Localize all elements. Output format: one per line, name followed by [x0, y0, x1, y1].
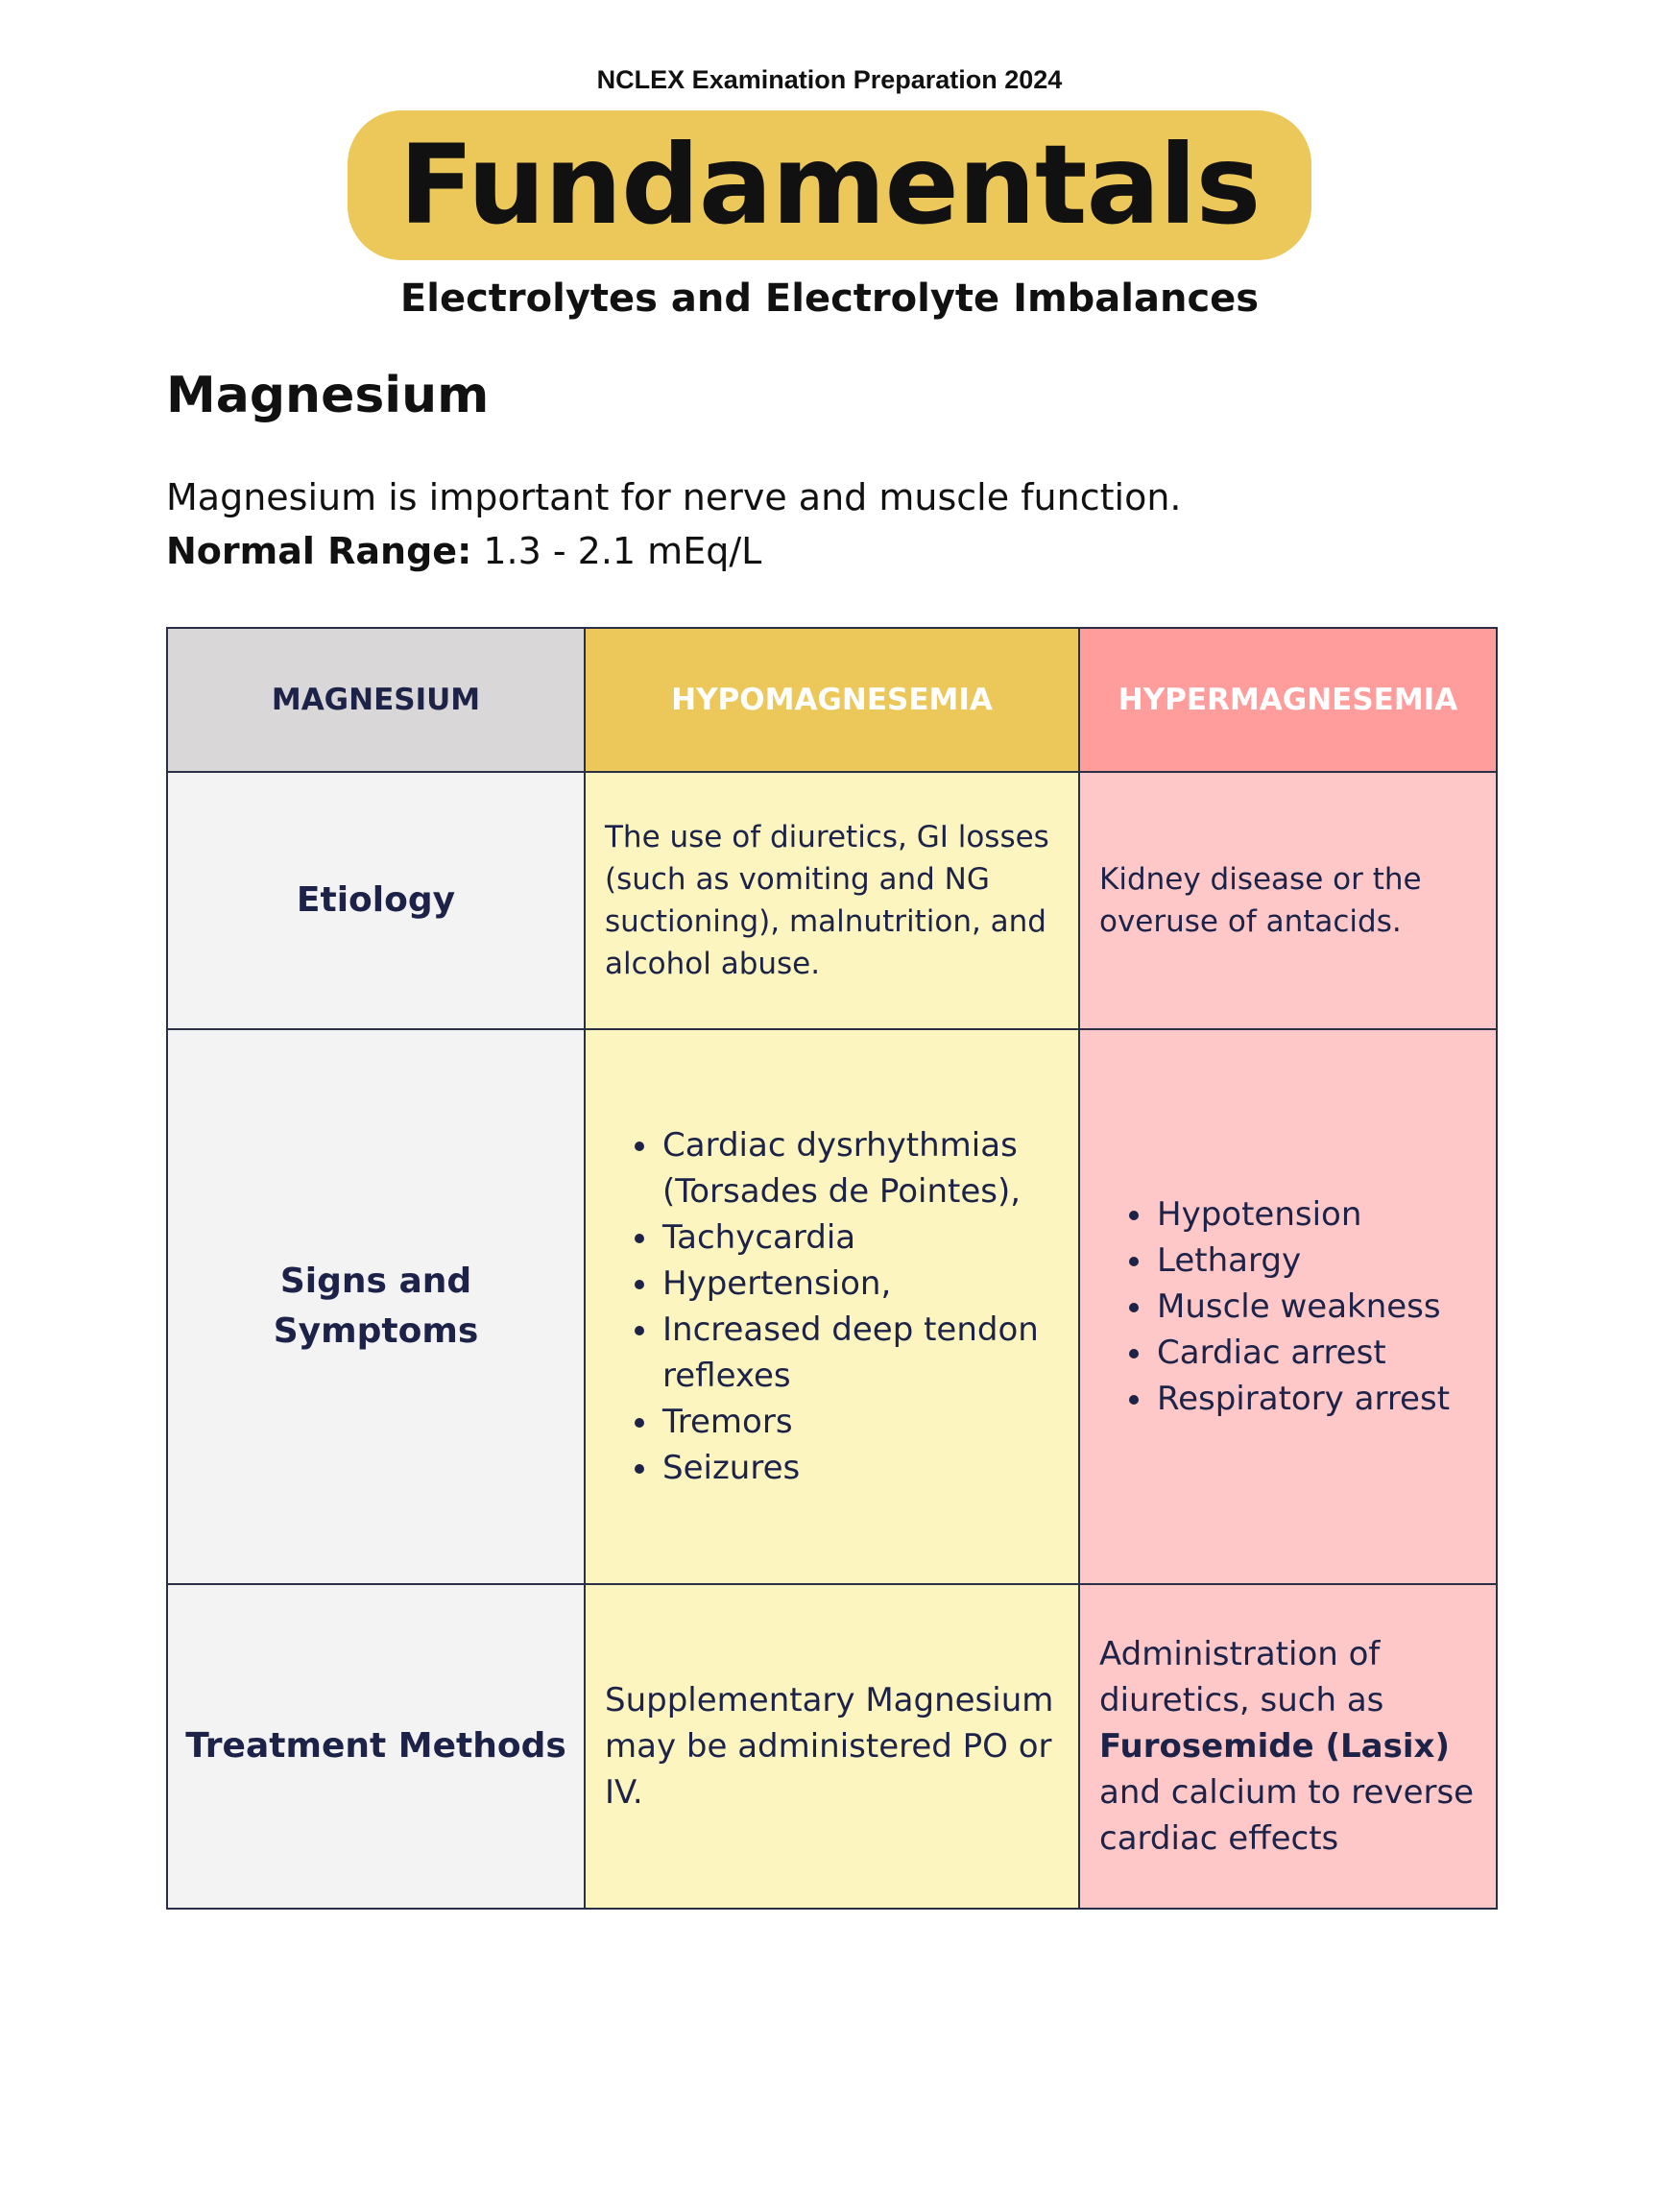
etiology-hypo-cell: The use of diuretics, GI losses (such as vomiting and NG suctioning), malnutrition, and alcohol abuse.	[585, 772, 1079, 1029]
list-item: • Lethargy	[1155, 1238, 1486, 1284]
list-item: • Respiratory arrest	[1155, 1376, 1486, 1422]
section-description: Magnesium is important for nerve and muscle function.	[166, 476, 1182, 518]
signs-hypo-cell	[585, 1029, 1079, 1584]
header-magnesium: MAGNESIUM	[167, 628, 585, 772]
etiology-hyper-cell: Kidney disease or the overuse of antacids.	[1079, 772, 1497, 1029]
table-header-row	[167, 628, 1497, 772]
header-hypermagnesemia: HYPERMAGNESEMIA	[1079, 628, 1497, 772]
list-item: • Increased deep tendon reflexes	[661, 1307, 1069, 1399]
table-row-treatment	[167, 1584, 1497, 1909]
normal-range	[166, 524, 1182, 578]
list-item: • Cardiac dysrhythmias (Torsades de Pointes),	[661, 1122, 1069, 1214]
header-hypomagnesemia: HYPOMAGNESEMIA	[585, 628, 1079, 772]
list-item: • Hypotension	[1155, 1191, 1486, 1238]
signs-hyper-cell	[1079, 1029, 1497, 1584]
signs-hyper-list	[1080, 1191, 1496, 1422]
list-item: • Seizures	[661, 1445, 1069, 1491]
row-label-signs-line1: Signs and	[279, 1262, 472, 1301]
treatment-hypo-cell: Supplementary Magnesium may be administered PO or IV.	[585, 1584, 1079, 1909]
normal-range-label: Normal Range:	[166, 530, 472, 572]
table-row-signs	[167, 1029, 1497, 1584]
table-row-etiology	[167, 772, 1497, 1029]
list-item: • Muscle weakness	[1155, 1284, 1486, 1330]
normal-range-value: 1.3 - 2.1 mEq/L	[471, 530, 762, 572]
section-intro	[166, 470, 1182, 578]
page-title: Fundamentals	[398, 121, 1261, 249]
list-item: • Tachycardia	[661, 1214, 1069, 1261]
treatment-hyper-cell	[1079, 1584, 1497, 1909]
magnesium-table	[166, 627, 1498, 1910]
row-label-treatment: Treatment Methods	[167, 1584, 585, 1909]
row-label-etiology: Etiology	[167, 772, 585, 1029]
treatment-hyper-drug: Furosemide (Lasix)	[1099, 1727, 1450, 1766]
page-subtitle: Electrolytes and Electrolyte Imbalances	[399, 276, 1260, 321]
treatment-hyper-text-after: and calcium to reverse cardiac effects	[1099, 1773, 1475, 1858]
list-item: • Tremors	[661, 1399, 1069, 1445]
row-label-signs	[167, 1029, 585, 1584]
signs-hypo-list	[586, 1122, 1078, 1491]
treatment-hyper-text-before: Administration of diuretics, such as	[1099, 1635, 1384, 1719]
list-item: • Hypertension,	[661, 1261, 1069, 1307]
title-banner	[348, 110, 1311, 260]
row-label-signs-line2: Symptoms	[273, 1311, 479, 1351]
list-item: • Cardiac arrest	[1155, 1330, 1486, 1376]
page-kicker: NCLEX Examination Preparation 2024	[596, 65, 1063, 94]
section-heading: Magnesium	[166, 367, 490, 424]
